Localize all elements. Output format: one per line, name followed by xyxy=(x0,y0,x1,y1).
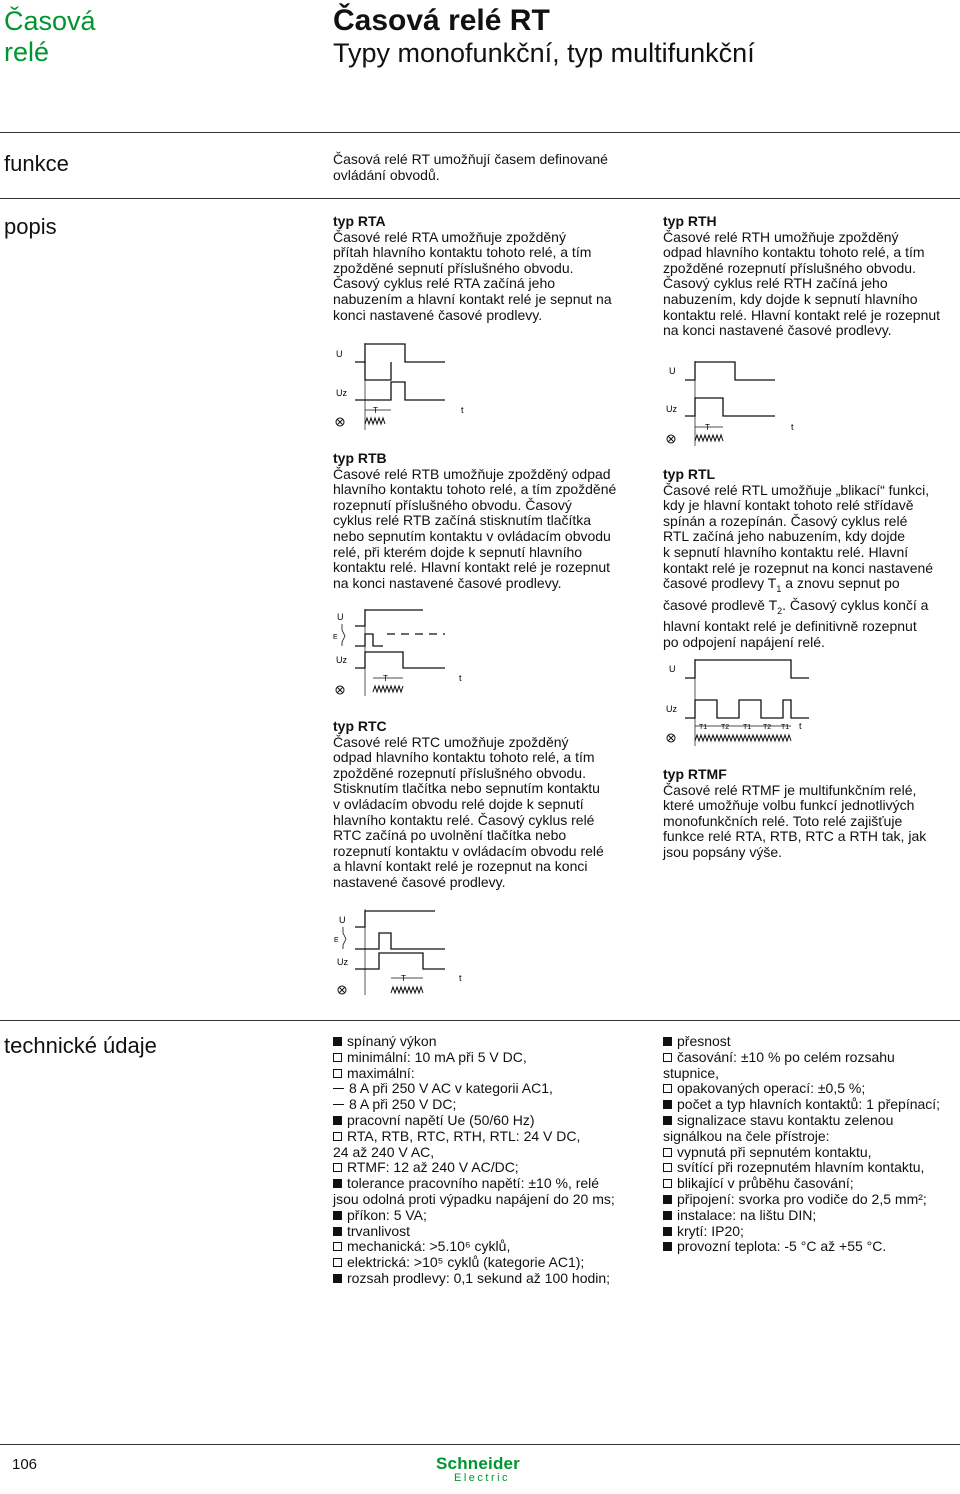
diagram-label-t1: T1 xyxy=(699,724,708,731)
list-item: stupnice, xyxy=(663,1064,720,1081)
list-item: rozsah prodlevy: 0,1 sekund až 100 hodin; xyxy=(333,1271,615,1287)
list-item: RTA, RTB, RTC, RTH, RTL: 24 V DC, xyxy=(333,1129,615,1145)
diagram-label-u: U xyxy=(339,915,346,925)
list-item: RTMF: 12 až 240 V AC/DC; xyxy=(333,1160,615,1176)
diagram-label-t2: T2 xyxy=(763,724,772,731)
diagram-label-t: t xyxy=(799,721,802,731)
rtb-heading: typ RTB xyxy=(333,450,387,466)
list-item: 8 A při 250 V DC; xyxy=(333,1097,615,1113)
diagram-label-t: t xyxy=(791,422,794,432)
section-label-tech: technické údaje xyxy=(4,1033,157,1058)
rtb-timing-diagram xyxy=(333,606,483,698)
diagram-label-T: T xyxy=(383,674,388,683)
page-subtitle: Typy monofunkční, typ multifunkční xyxy=(333,38,755,68)
list-item: maximální: xyxy=(333,1066,615,1082)
list-item: elektrická: >10⁵ cyklů (kategorie AC1); xyxy=(333,1255,615,1271)
list-item: 24 až 240 V AC, xyxy=(333,1143,435,1160)
schneider-electric-logo: Schneider Electric xyxy=(436,1454,520,1484)
rtc-heading: typ RTC xyxy=(333,718,387,734)
list-item: tolerance pracovního napětí: ±10 %, relé xyxy=(333,1176,615,1192)
list-item: spínaný výkon xyxy=(333,1034,615,1050)
diagram-label-uz: Uz xyxy=(336,655,347,665)
list-item: jsou odolná proti výpadku napájení do 20 ms; xyxy=(333,1190,615,1207)
list-item: 8 A při 250 V AC v kategorii AC1, xyxy=(333,1081,615,1097)
list-item: mechanická: >5.10⁶ cyklů, xyxy=(333,1239,615,1255)
divider xyxy=(0,198,960,199)
diagram-label-t: t xyxy=(459,973,462,983)
diagram-label-uz: Uz xyxy=(666,704,677,714)
rtmf-description: typ RTMF Časové relé RTMF je multifunkčním relé, které umožňuje volbu funkcí jednotlivých monofunkčních relé. Toto relé zajišťuje funkce relé RTA, RTB, RTC a RTH tak, jak jsou popsány výše. xyxy=(663,767,960,861)
footer-divider xyxy=(0,1444,960,1445)
diagram-label-t: t xyxy=(459,673,462,683)
list-item: minimální: 10 mA při 5 V DC, xyxy=(333,1050,615,1066)
divider xyxy=(0,1020,960,1021)
diagram-label-uz: Uz xyxy=(337,957,348,967)
category-title: Časová relé xyxy=(4,6,96,67)
diagram-label-T: T xyxy=(705,423,710,432)
rth-description: typ RTH Časové relé RTH umožňuje zpožděný odpad hlavního kontaktu tohoto relé, a tím zpožděné rozepnutí příslušného obvodu. Časový cyklus relé RTH začíná jeho nabuzením, kdy dojde k sepnutí hlavního kontaktu relé. Hlavní kontakt relé je rozepnut na konci nastavené časové prodlevy. xyxy=(663,214,960,339)
diagram-label-uz: Uz xyxy=(666,404,677,414)
funkce-text: Časová relé RT umožňují časem definované ovládání obvodů. xyxy=(333,151,608,183)
rtb-description: typ RTB Časové relé RTB umožňuje zpožděný odpad hlavního kontaktu tohoto relé, a tím zpožděné rozepnutí příslušného obvodu. Časový cyklus relé RTB začíná stisknutím tlačítka nebo sepnutím kontaktu v ovládacím obvodu relé, při kterém dojde k sepnutí hlavního kontaktu relé. Hlavní kontakt relé je rozepnut na konci nastavené časové prodlevy. xyxy=(333,451,633,591)
rta-description: typ RTA Časové relé RTA umožňuje zpožděný přítah hlavního kontaktu tohoto relé, a tím zpožděné sepnutí příslušného obvodu. Časový cyklus relé RTA začíná jeho nabuzením a hlavní kontakt relé je sepnut na konci nastavené časové prodlevy. xyxy=(333,214,633,323)
diagram-label-u: U xyxy=(336,349,343,359)
list-item: trvanlivost xyxy=(333,1224,615,1240)
section-label-funkce: funkce xyxy=(4,151,69,176)
diagram-label-e: E xyxy=(334,937,339,944)
diagram-label-u: U xyxy=(337,612,344,622)
tech-spec-list-left xyxy=(333,1034,615,1287)
list-item: opakovaných operací: ±0,5 %; xyxy=(663,1081,940,1097)
list-item: signalizace stavu kontaktu zelenou xyxy=(663,1113,940,1129)
rtl-timing-diagram xyxy=(663,656,823,748)
diagram-label-e: E xyxy=(333,634,338,641)
list-item: krytí: IP20; xyxy=(663,1224,940,1240)
list-item: pracovní napětí Ue (50/60 Hz) xyxy=(333,1113,615,1129)
rth-timing-diagram xyxy=(663,358,813,448)
page-number: 106 xyxy=(12,1456,38,1473)
list-item: blikající v průběhu časování; xyxy=(663,1176,940,1192)
list-item: příkon: 5 VA; xyxy=(333,1208,615,1224)
list-item: provozní teplota: -5 °C až +55 °C. xyxy=(663,1239,940,1255)
list-item: signálkou na čele přístroje: xyxy=(663,1127,830,1144)
list-item: instalace: na lištu DIN; xyxy=(663,1208,940,1224)
rtc-description: typ RTC Časové relé RTC umožňuje zpožděný odpad hlavního kontaktu tohoto relé, a tím zpožděné rozepnutí příslušného obvodu. Stisknutím tlačítka nebo sepnutím kontaktu v ovládacím obvodu relé dojde k sepnutí hlavního kontaktu relé. Časový cyklus relé RTC začíná po uvolnění tlačítka nebo rozepnutí kontaktu v ovládacím obvodu relé a hlavní kontakt relé je rozepnut na konci nastavené časové prodlevy. xyxy=(333,719,633,891)
diagram-label-t1: T1 xyxy=(781,724,790,731)
page-title: Časová relé RT xyxy=(333,4,550,37)
rth-heading: typ RTH xyxy=(663,213,717,229)
diagram-label-t1: T1 xyxy=(743,724,752,731)
rtl-description: typ RTL Časové relé RTL umožňuje „blikací“ funkci, kdy je hlavní kontakt tohoto relé střídavě spínán a rozepínán. Časový cyklus relé RTL začíná jeho nabuzením, kdy dojde k sepnutí hlavního kontaktu relé. Hlavní kontakt relé je rozepnut na konci nastavené časové prodlevy $T_1$ a znovu sepnut po časové prodlevě $T_2$. Časový cyklus končí a hlavní kontakt relé je definitivně rozepnut po odpojení napájení relé. xyxy=(663,467,960,650)
rta-heading: typ RTA xyxy=(333,213,386,229)
section-label-popis: popis xyxy=(4,214,57,239)
rtmf-heading: typ RTMF xyxy=(663,766,727,782)
diagram-label-u: U xyxy=(669,366,676,376)
divider xyxy=(0,132,960,133)
diagram-label-t: t xyxy=(461,405,464,415)
rtl-heading: typ RTL xyxy=(663,466,716,482)
diagram-label-uz: Uz xyxy=(336,388,347,398)
list-item: přesnost xyxy=(663,1034,940,1050)
list-item: časování: ±10 % po celém rozsahu xyxy=(663,1050,940,1066)
diagram-label-T: T xyxy=(373,406,378,415)
rtc-timing-diagram xyxy=(333,905,483,997)
diagram-label-T: T xyxy=(401,974,406,983)
list-item: svítící při rozepnutém hlavním kontaktu, xyxy=(663,1160,940,1176)
tech-spec-list-right xyxy=(663,1034,940,1255)
list-item: počet a typ hlavních kontaktů: 1 přepínací; xyxy=(663,1097,940,1113)
list-item: připojení: svorka pro vodiče do 2,5 mm²; xyxy=(663,1192,940,1208)
diagram-label-t2: T2 xyxy=(721,724,730,731)
rta-timing-diagram xyxy=(333,340,483,432)
diagram-label-u: U xyxy=(669,664,676,674)
list-item: vypnutá při sepnutém kontaktu, xyxy=(663,1145,940,1161)
